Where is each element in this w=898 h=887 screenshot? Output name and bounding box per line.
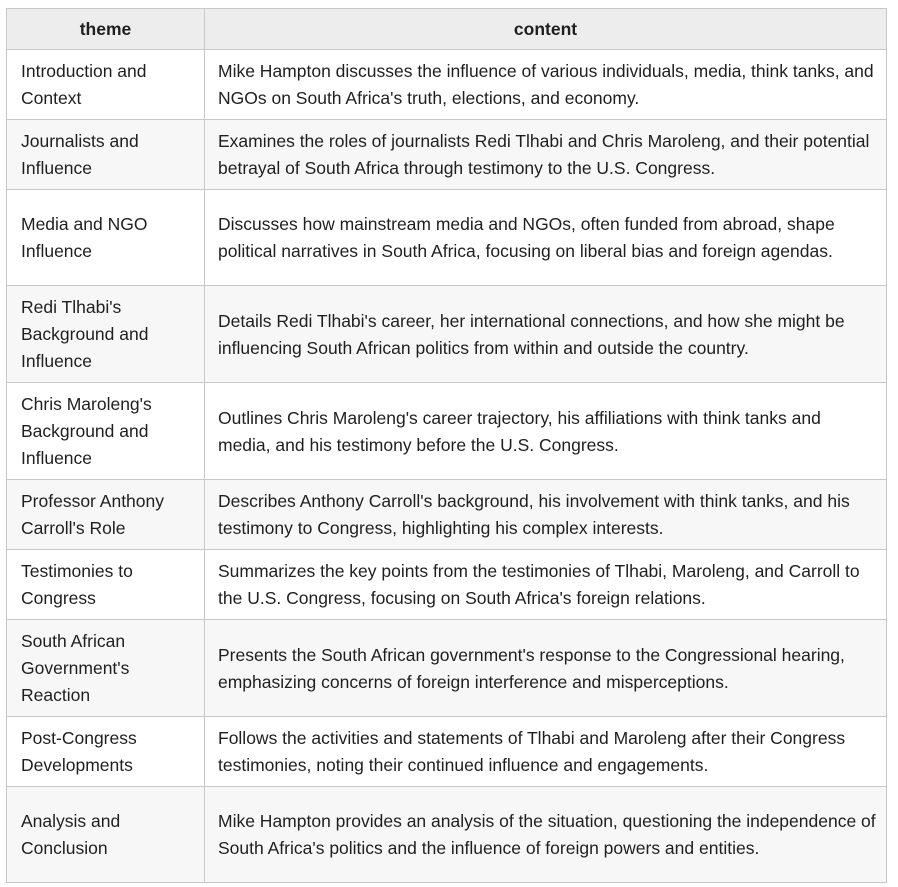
table-row [7, 620, 887, 717]
table-row [7, 286, 887, 383]
theme-cell: Post-Congress Developments [7, 717, 205, 787]
table-header [7, 9, 887, 50]
table-row [7, 190, 887, 286]
theme-cell: Testimonies to Congress [7, 550, 205, 620]
theme-cell: Redi Tlhabi's Background and Influence [7, 286, 205, 383]
table-row [7, 717, 887, 787]
table-row [7, 383, 887, 480]
themes-table-container [6, 8, 886, 883]
column-header-theme: theme [7, 9, 205, 50]
content-cell: Describes Anthony Carroll's background, his involvement with think tanks, and his testimony to Congress, highlighting his complex interests. [205, 480, 887, 550]
table-row [7, 50, 887, 120]
table-row [7, 787, 887, 883]
content-cell: Follows the activities and statements of Tlhabi and Maroleng after their Congress testimonies, noting their continued influence and engagements. [205, 717, 887, 787]
content-cell: Presents the South African government's response to the Congressional hearing, emphasizing concerns of foreign interference and misperceptions. [205, 620, 887, 717]
table-row [7, 120, 887, 190]
table-body [7, 50, 887, 883]
header-row [7, 9, 887, 50]
content-cell: Details Redi Tlhabi's career, her international connections, and how she might be influencing South African politics from within and outside the country. [205, 286, 887, 383]
content-cell: Discusses how mainstream media and NGOs, often funded from abroad, shape political narratives in South Africa, focusing on liberal bias and foreign agendas. [205, 190, 887, 286]
content-cell: Summarizes the key points from the testimonies of Tlhabi, Maroleng, and Carroll to the U.S. Congress, focusing on South Africa's foreign relations. [205, 550, 887, 620]
theme-cell: South African Government's Reaction [7, 620, 205, 717]
theme-cell: Media and NGO Influence [7, 190, 205, 286]
column-header-content: content [205, 9, 887, 50]
content-cell: Mike Hampton provides an analysis of the situation, questioning the independence of South Africa's politics and the influence of foreign powers and entities. [205, 787, 887, 883]
table-row [7, 550, 887, 620]
content-cell: Examines the roles of journalists Redi Tlhabi and Chris Maroleng, and their potential betrayal of South Africa through testimony to the U.S. Congress. [205, 120, 887, 190]
themes-table [6, 8, 887, 883]
theme-cell: Analysis and Conclusion [7, 787, 205, 883]
content-cell: Mike Hampton discusses the influence of various individuals, media, think tanks, and NGOs on South Africa's truth, elections, and economy. [205, 50, 887, 120]
theme-cell: Journalists and Influence [7, 120, 205, 190]
content-cell: Outlines Chris Maroleng's career trajectory, his affiliations with think tanks and media, and his testimony before the U.S. Congress. [205, 383, 887, 480]
table-row [7, 480, 887, 550]
theme-cell: Chris Maroleng's Background and Influence [7, 383, 205, 480]
theme-cell: Professor Anthony Carroll's Role [7, 480, 205, 550]
theme-cell: Introduction and Context [7, 50, 205, 120]
